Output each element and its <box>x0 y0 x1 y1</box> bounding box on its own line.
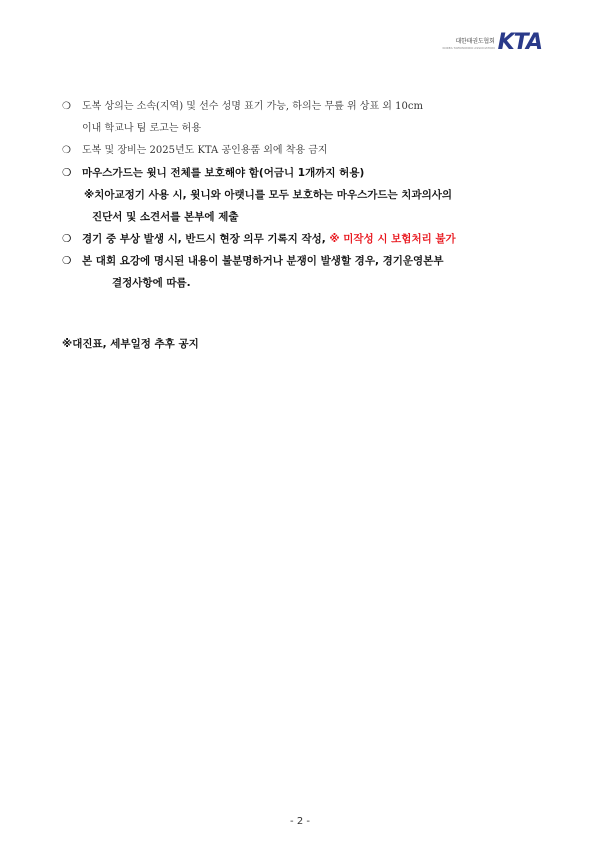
circle-bullet-icon: ❍ <box>62 101 71 112</box>
rule-disclaimer <box>62 250 550 294</box>
disclaimer-text-continued: 결정사항에 따름. <box>112 277 191 289</box>
rule-mouthguard <box>62 162 550 184</box>
circle-bullet-icon: ❍ <box>62 255 72 267</box>
circle-bullet-icon: ❍ <box>62 233 72 245</box>
logo-mark: KTA <box>497 30 542 55</box>
page-number: - 2 - <box>290 816 310 827</box>
kta-logo <box>443 30 542 55</box>
rule-text: 도복 및 장비는 2025년도 KTA 공인용품 외에 착용 금지 <box>82 145 328 156</box>
logo-org-name: 대한태권도협회 <box>455 37 495 45</box>
note-text-continued: 진단서 및 소견서를 본부에 제출 <box>92 211 239 223</box>
logo-sub-text: KOREA TAEKWONDO ASSOCIATION <box>442 45 495 50</box>
circle-bullet-icon: ❍ <box>62 167 72 179</box>
rule-uniform-marking <box>62 96 550 140</box>
disclaimer-text: 본 대회 요강에 명시된 내용이 불분명하거나 분쟁이 발생할 경우, 경기운영본부 <box>82 255 444 267</box>
schedule-note: ※대진표, 세부일정 추후 공지 <box>62 338 199 350</box>
rule-text-continued: 이내 학교나 팀 로고는 허용 <box>82 123 201 134</box>
mouthguard-note <box>62 184 550 228</box>
rule-text: 마우스가드는 윗니 전체를 보호해야 함(어금니 1개까지 허용) <box>82 167 365 179</box>
circle-bullet-icon: ❍ <box>62 145 71 156</box>
rule-equipment <box>62 140 550 162</box>
rule-text: 경기 중 부상 발생 시, 반드시 현장 의무 기록지 작성, <box>82 233 326 245</box>
rules-section <box>62 96 550 294</box>
note-text: ※치아교정기 사용 시, 윗니와 아랫니를 모두 보호하는 마우스가드는 치과의사의 <box>84 189 453 201</box>
rule-text: 도복 상의는 소속(지역) 및 선수 성명 표기 가능, 하의는 무릎 위 상표 외 10cm <box>82 101 423 112</box>
insurance-warning: ※ 미작성 시 보험처리 불가 <box>329 233 456 245</box>
rule-injury <box>62 228 550 250</box>
